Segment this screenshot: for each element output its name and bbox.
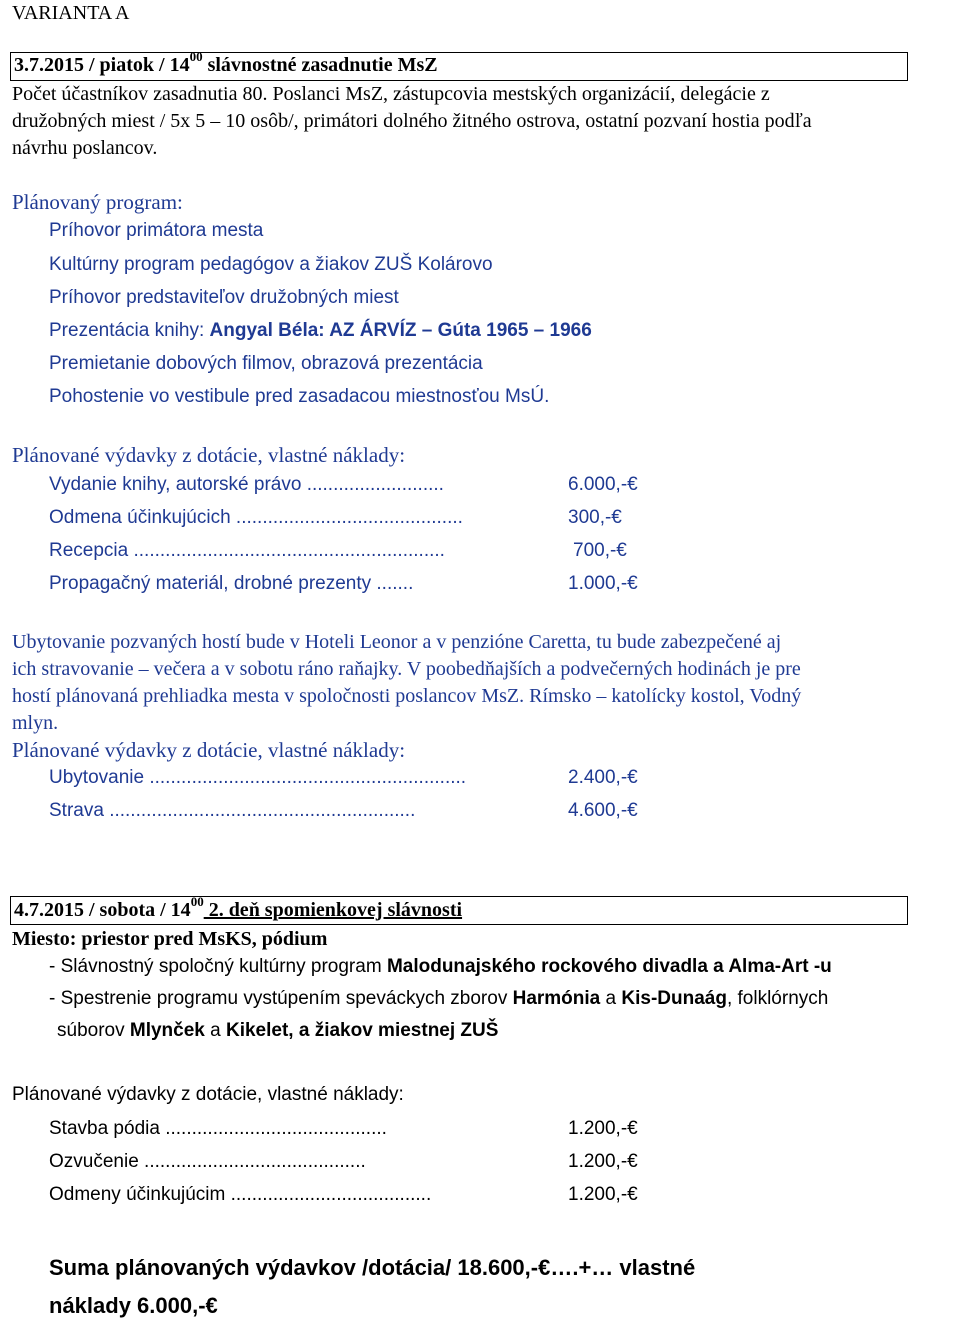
expense-label: Ozvučenie .......................................... (49, 1151, 366, 1172)
expense-label: Recepcia ........................................................... (49, 540, 445, 561)
line3-bold2: Kikelet, a žiakov miestnej ZUŠ (225, 1020, 499, 1041)
accommodation-line: Ubytovanie pozvaných hostí bude v Hoteli Leonor a v penzióne Caretta, tu bude zabezpečené aj (12, 631, 782, 653)
day2-program-line-1 (49, 956, 832, 978)
line2-mid: a (600, 988, 622, 1009)
program-heading: Plánovaný program: (12, 190, 183, 214)
book-prefix: Prezentácia knihy: (49, 320, 210, 341)
day2-program-line-2 (49, 988, 828, 1010)
program-item: Pohostenie vo vestibule pred zasadacou miestnosťou MsÚ. (49, 386, 550, 407)
summary-line-2: náklady 6.000,-€ (49, 1293, 218, 1318)
expense-amount: 1.000,-€ (568, 573, 638, 594)
accommodation-line: hostí plánovaná prehliadka mesta v spoločnosti poslancov MsZ. Rímsko – katolícky kostol, Vodný (12, 685, 802, 707)
day1-title: slávnostné zasadnutie MsZ (202, 54, 438, 76)
intro-line-3: návrhu poslancov. (12, 137, 158, 159)
line1-prefix: - Slávnostný spoločný kultúrny program (49, 956, 387, 977)
intro-line-1: Počet účastníkov zasadnutia 80. Poslanci MsZ, zástupcovia mestských organizácií, delegácie z (12, 83, 770, 105)
expense-label: Vydanie knihy, autorské právo .......................... (49, 474, 444, 495)
day2-program-line-3 (57, 1020, 498, 1042)
book-title: Angyal Béla: AZ ÁRVÍZ – Gúta 1965 – 1966 (209, 320, 592, 341)
expense-label: Strava .......................................................... (49, 800, 416, 821)
day2-expenses-heading: Plánované výdavky z dotácie, vlastné náklady: (12, 1084, 404, 1105)
expense-amount: 1.200,-€ (568, 1118, 638, 1139)
line2-prefix: - Spestrenie programu vystúpením speváckych zborov (49, 988, 513, 1009)
line2-bold1: Harmónia (512, 988, 601, 1009)
day2-place: Miesto: priestor pred MsKS, pódium (12, 928, 328, 950)
expenses-heading: Plánované výdavky z dotácie, vlastné náklady: (12, 443, 406, 467)
expense-amount: 1.200,-€ (568, 1184, 638, 1205)
expense-amount: 6.000,-€ (568, 474, 638, 495)
program-item-book (49, 320, 592, 342)
expense-label: Stavba pódia .......................................... (49, 1118, 387, 1139)
expense-amount: 1.200,-€ (568, 1151, 638, 1172)
accommodation-line: mlyn. (12, 712, 59, 734)
expense-label: Odmena účinkujúcich ........................................... (49, 507, 463, 528)
intro-line-2: družobných miest / 5x 5 – 10 osôb/, primátori dolného žitného ostrova, ostatní pozvaní hostia podľa (12, 110, 812, 132)
expense-amount: 2.400,-€ (568, 767, 638, 788)
expenses2-heading: Plánované výdavky z dotácie, vlastné náklady: (12, 738, 406, 762)
summary-line-1: Suma plánovaných výdavkov /dotácia/ 18.600,-€….+… vlastné (49, 1255, 696, 1280)
program-item: Príhovor primátora mesta (49, 220, 264, 241)
line2-suffix: , folklórnych (726, 988, 829, 1009)
line2-bold2: Kis-Dunaág (621, 988, 727, 1009)
day2-header (14, 894, 463, 922)
day1-minutes: 00 (189, 49, 203, 64)
line3-bold1: Mlynček (129, 1020, 205, 1041)
accommodation-line: ich stravovanie – večera a v sobotu ráno raňajky. V poobedňajších a podvečerných hodinách je pre (12, 658, 801, 680)
expense-label: Ubytovanie ............................................................ (49, 767, 467, 788)
day1-day: / piatok / (84, 54, 170, 76)
day2-date: 4.7.2015 / sobota / 14 (14, 899, 191, 921)
expense-amount: 4.600,-€ (568, 800, 638, 821)
expense-label: Propagačný materiál, drobné prezenty ....... (49, 573, 414, 594)
day1-date: 3.7.2015 (14, 54, 84, 76)
program-item: Premietanie dobových filmov, obrazová prezentácia (49, 353, 483, 374)
day1-header (14, 49, 438, 77)
program-item: Kultúrny program pedagógov a žiakov ZUŠ Kolárovo (49, 254, 493, 275)
expense-label: Odmeny účinkujúcim ...................................... (49, 1184, 432, 1205)
line3-mid: a (204, 1020, 226, 1041)
day2-minutes: 00 (190, 894, 204, 909)
expense-amount: 700,-€ (573, 540, 627, 561)
day2-title: 2. deň spomienkovej slávnosti (203, 899, 463, 921)
program-item: Príhovor predstaviteľov družobných miest (49, 287, 399, 308)
expense-amount: 300,-€ (568, 507, 622, 528)
day1-hour: 14 (169, 54, 190, 76)
variant-label: VARIANTA A (12, 2, 130, 24)
line3-prefix: súborov (57, 1020, 130, 1041)
line1-bold: Malodunajského rockového divadla a Alma-Art -u (386, 956, 832, 977)
